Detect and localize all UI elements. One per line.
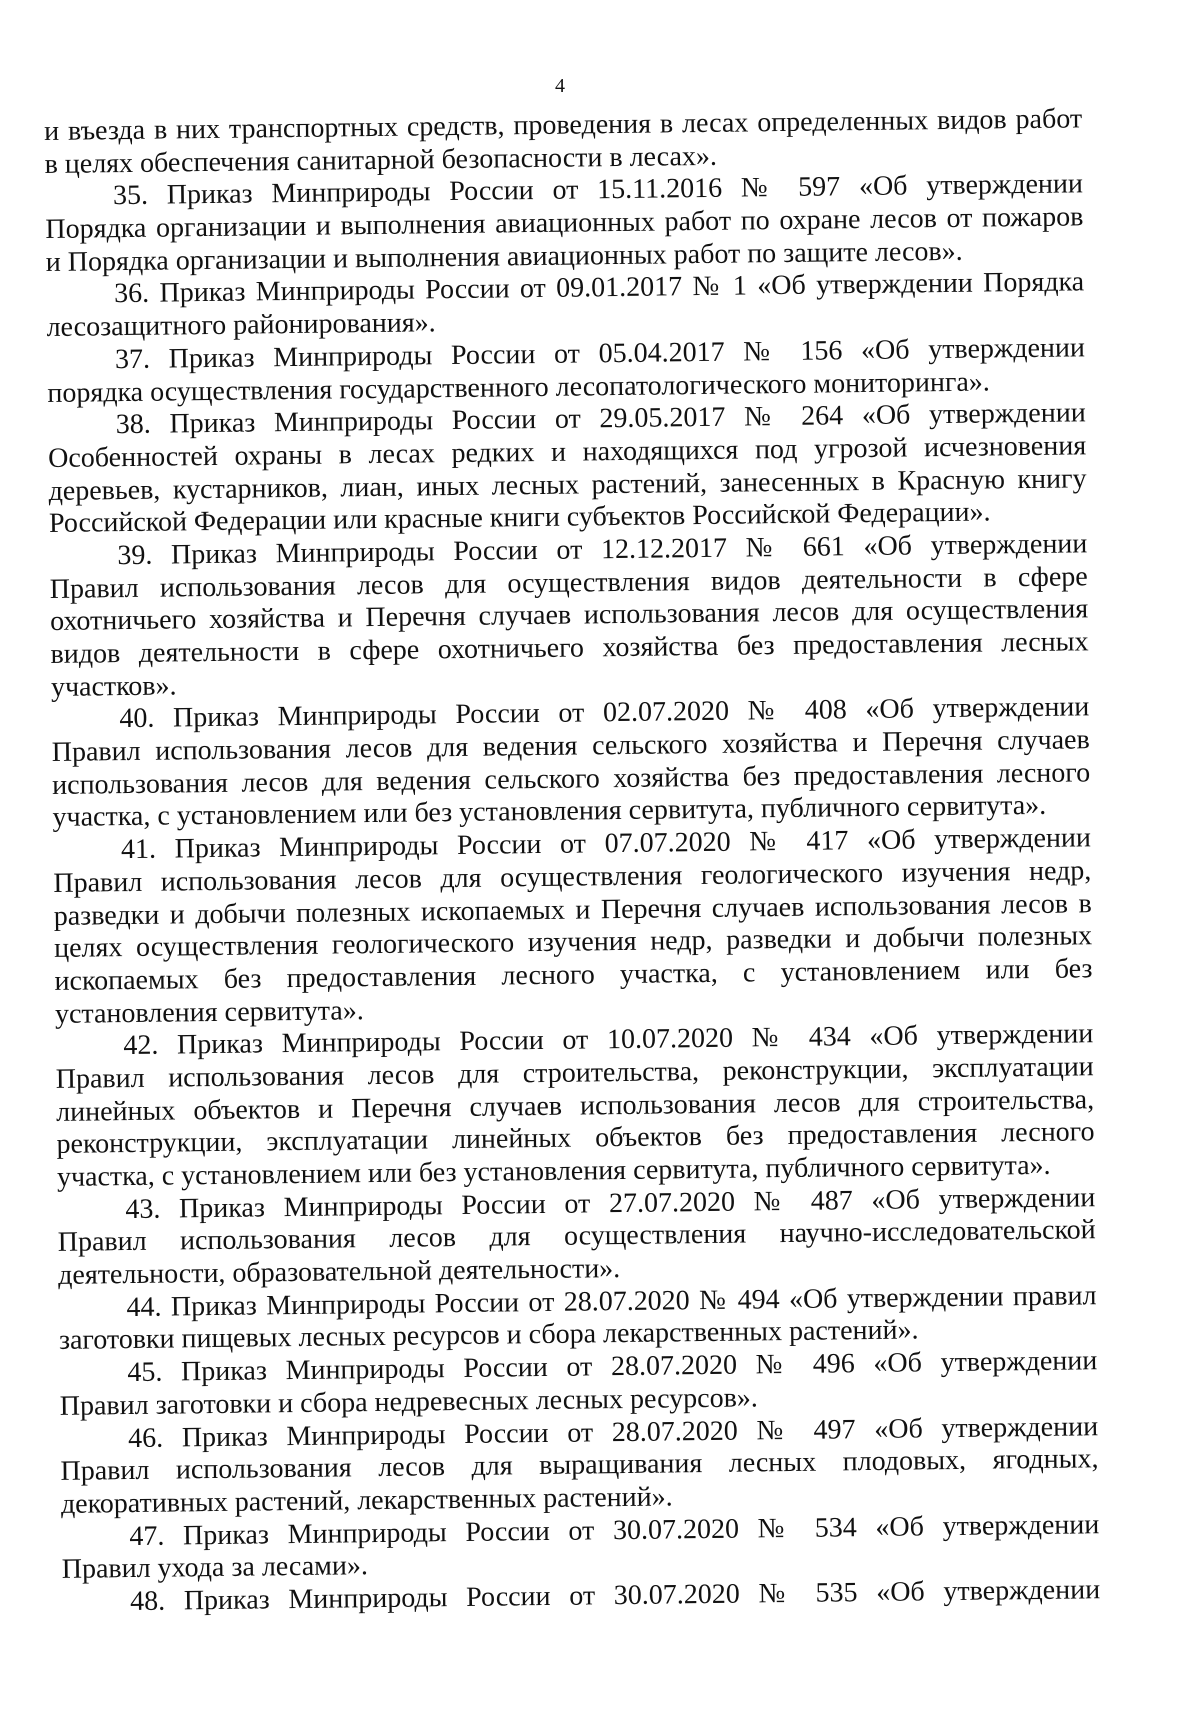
list-item-start-line: 48. Приказ Минприроды России от 30.07.2020 № 535 «Об утверждении [129, 1574, 1101, 1617]
list-item-start-line: 41. Приказ Минприроды России от 07.07.2020 № 417 «Об утверждении [120, 822, 1092, 866]
text-line: деревьев, кустарников, лиан, иных лесных растений, занесенных в Красную книгу [48, 462, 1087, 507]
text-line: участка, с установлением или без установления сервитута, публичного сервитута». [52, 790, 1047, 834]
text-line: Правил использования лесов для выращивания лесных плодовых, ягодных, [60, 1443, 1099, 1488]
text-line: Правил ухода за лесами». [61, 1550, 369, 1586]
text-line: участка, с установлением или без установления сервитута, публичного сервитута». [56, 1149, 1051, 1193]
text-line: и Порядка организации и выполнения авиационных работ по защите лесов». [45, 235, 963, 278]
text-line: в целях обеспечения санитарной безопасности в лесах». [44, 140, 718, 180]
list-item-start-line: 36. Приказ Минприроды России от 09.01.2017 № 1 «Об утверждении Порядка [113, 266, 1085, 310]
text-line: Особенностей охраны в лесах редких и находящихся под угрозой исчезновения [47, 430, 1087, 474]
list-item-start-line: 45. Приказ Минприроды России от 28.07.2020 № 496 «Об утверждении [127, 1345, 1098, 1389]
list-item-start-line: 44. Приказ Минприроды России от 28.07.2020 № 494 «Об утверждении правил [126, 1279, 1097, 1323]
text-line: Правил использования лесов для осуществления видов деятельности в сфере [49, 560, 1088, 605]
text-line: реконструкции, эксплуатации линейных объектов без предоставления лесного [56, 1116, 1095, 1161]
text-line: охотничьего хозяйства и Перечня случаев использования лесов для осуществления [49, 593, 1089, 638]
text-line: лесозащитного районирования». [46, 307, 436, 344]
list-item-start-line: 39. Приказ Минприроды России от 12.12.2017 № 661 «Об утверждении [117, 528, 1088, 572]
text-line: Правил использования лесов для строительства, реконструкции, эксплуатации [55, 1051, 1094, 1095]
document-body [44, 103, 1100, 1619]
list-item-start-line: 35. Приказ Минприроды России от 15.11.2016 № 597 «Об утверждении [112, 168, 1084, 212]
list-item-start-line: 43. Приказ Минприроды России от 27.07.2020 № 487 «Об утверждении [125, 1181, 1096, 1225]
list-item-start-line: 38. Приказ Минприроды России от 29.05.2017 № 264 «Об утверждении [115, 397, 1086, 441]
text-line: деятельности, образовательной деятельности». [57, 1253, 621, 1291]
text-line: видов деятельности в сфере охотничьего хозяйства без предоставления лесных [50, 626, 1089, 670]
text-line: Российской Федерации или красные книги субъектов Российской Федерации». [48, 496, 991, 540]
text-line: Правил использования лесов для осуществления геологического изучения недр, [53, 855, 1092, 899]
text-line: декоративных растений, лекарственных растений». [60, 1481, 673, 1520]
text-line: целях осуществления геологического изучения недр, разведки и добычи полезных [53, 920, 1093, 965]
text-line: Правил использования лесов для ведения сельского хозяйства и Перечня случаев [51, 724, 1090, 769]
list-item-start-line: 40. Приказ Минприроды России от 02.07.2020 № 408 «Об утверждении [119, 691, 1090, 735]
page-number: 4 [555, 75, 565, 97]
text-line: линейных объектов и Перечня случаев использования лесов для строительства, [55, 1083, 1095, 1128]
text-line: и въезда в них транспортных средств, проведения в лесах определенных видов работ [44, 103, 1083, 147]
list-item-start-line: 42. Приказ Минприроды России от 10.07.2020 № 434 «Об утверждении [123, 1018, 1094, 1062]
text-line: участков». [50, 670, 177, 703]
text-line: заготовки пищевых лесных ресурсов и сбора лекарственных растений». [58, 1314, 919, 1357]
text-line: Правил использования лесов для осуществления научно-исследовательской [57, 1214, 1096, 1259]
text-line: разведки и добычи полезных ископаемых и Перечня случаев использования лесов в [53, 887, 1092, 932]
text-line: использования лесов для ведения сельского хозяйства без предоставления лесного [51, 757, 1091, 801]
text-line: порядка осуществления государственного лесопатологического мониторинга». [47, 365, 990, 409]
list-item-start-line: 37. Приказ Минприроды России от 05.04.2017 № 156 «Об утверждении [114, 332, 1086, 375]
text-line: Правил заготовки и сбора недревесных лесных ресурсов». [59, 1382, 759, 1422]
list-item-start-line: 47. Приказ Минприроды России от 30.07.2020 № 534 «Об утверждении [129, 1508, 1100, 1552]
text-line: ископаемых без предоставления лесного участка, с установлением или без [54, 953, 1093, 997]
list-item-start-line: 46. Приказ Минприроды России от 28.07.2020 № 497 «Об утверждении [127, 1410, 1099, 1454]
text-line: установления сервитута». [54, 994, 364, 1030]
text-line: Порядка организации и выполнения авиационных работ по охране лесов от пожаров [45, 201, 1084, 246]
